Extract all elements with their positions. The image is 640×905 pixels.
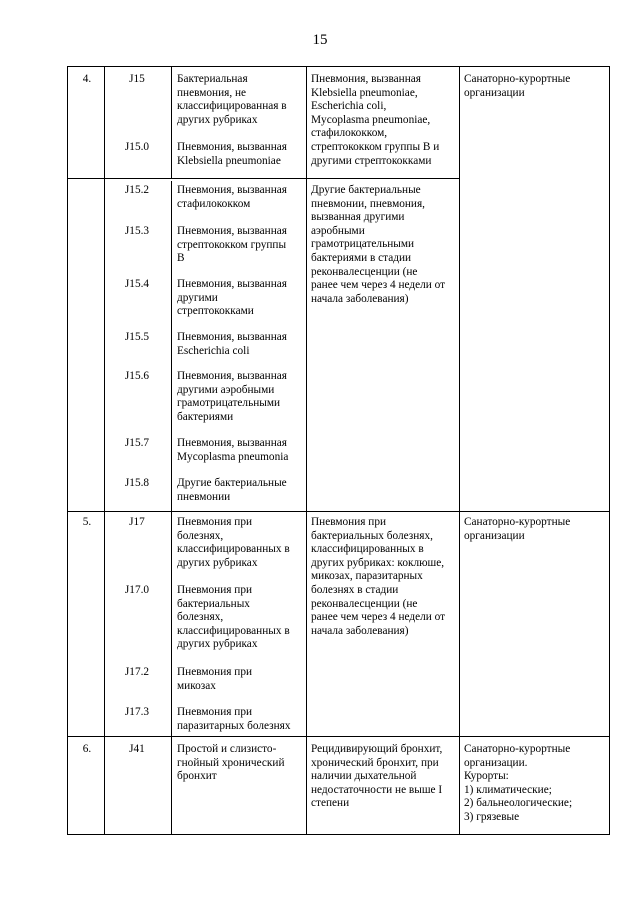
condition-text: Пневмония, вызванная Klebsiella pneumoniae, Escherichia coli, Mycoplasma pneumoniae, стафилококком, стрептококком группы В и другими стрептококками <box>311 73 440 167</box>
condition-text: Пневмония при бактериальных болезнях, классифицированных в других рубриках: коклюше, микозах, паразитарных болезнях в стадии реконвалесценции (не ранее чем через 4 недели от начала заболевания) <box>311 516 446 637</box>
page-number: 15 <box>312 32 328 48</box>
diagnosis-code: J17.2 <box>124 666 150 678</box>
diagnosis-name: Пневмония, вызванная стафилококком <box>177 184 287 210</box>
diagnosis-code: J15.4 <box>124 278 150 290</box>
row-divider-4 <box>67 178 459 179</box>
diagnosis-code: J15.5 <box>124 331 150 343</box>
diagnosis-code: J15.2 <box>124 184 150 196</box>
col-divider-2a <box>171 66 172 178</box>
diagnosis-name: Пневмония при болезнях, классифицированных в других рубриках <box>177 516 290 569</box>
row-divider-6 <box>67 736 610 737</box>
diagnosis-name: Простой и слизисто- гнойный хронический бронхит <box>177 743 285 783</box>
row-divider-5 <box>67 511 610 512</box>
diagnosis-code: J17 <box>129 516 145 528</box>
diagnosis-code: J17.0 <box>124 584 150 596</box>
row-number: 6. <box>82 743 92 755</box>
diagnosis-name: Пневмония при бактериальных болезнях, классифицированных в других рубриках <box>177 584 290 651</box>
diagnosis-name: Пневмония, вызванная Escherichia coli <box>177 331 287 357</box>
condition-text: Рецидивирующий бронхит, хронический бронхит, при наличии дыхательной недостаточности не выше I степени <box>311 743 443 810</box>
diagnosis-code: J15.8 <box>124 477 150 489</box>
row-number: 4. <box>82 73 92 85</box>
diagnosis-code: J17.3 <box>124 706 150 718</box>
diagnosis-name: Пневмония, вызванная другими аэробными грамотрицательными бактериями <box>177 370 287 423</box>
diagnosis-name: Бактериальная пневмония, не классифицированная в других рубриках <box>177 73 287 126</box>
diagnosis-code: J15.0 <box>124 141 150 153</box>
diagnosis-name: Пневмония, вызванная стрептококком группы В <box>177 225 287 265</box>
organizations-text: Санаторно-курортные организации <box>464 516 571 542</box>
row-number: 5. <box>82 516 92 528</box>
diagnosis-code: J41 <box>129 743 145 755</box>
diagnosis-name: Другие бактериальные пневмонии <box>177 477 287 503</box>
organizations-text: Санаторно-курортные организации <box>464 73 571 99</box>
condition-text: Другие бактериальные пневмонии, пневмония, вызванная другими аэробными грамотрицательными бактериями в стадии реконвалесценции (не ранее чем через 4 недели от начала заболевания) <box>311 184 446 305</box>
diagnosis-name: Пневмония, вызванная другими стрептококками <box>177 278 287 318</box>
organizations-text: Санаторно-курортные организации. Курорты: 1) климатические; 2) бальнеологические; 3) грязевые <box>464 743 573 823</box>
diagnosis-name: Пневмония при паразитарных болезнях <box>177 706 291 732</box>
diagnosis-code: J15.6 <box>124 370 150 382</box>
diagnosis-code: J15.3 <box>124 225 150 237</box>
diagnosis-name: Пневмония, вызванная Klebsiella pneumoniae <box>177 141 287 167</box>
diagnosis-name: Пневмония, вызванная Mycoplasma pneumonia <box>177 437 289 463</box>
diagnosis-code: J15.7 <box>124 437 150 449</box>
col-divider-4 <box>459 66 460 835</box>
diagnosis-code: J15 <box>129 73 145 85</box>
diagnosis-name: Пневмония при микозах <box>177 666 253 692</box>
